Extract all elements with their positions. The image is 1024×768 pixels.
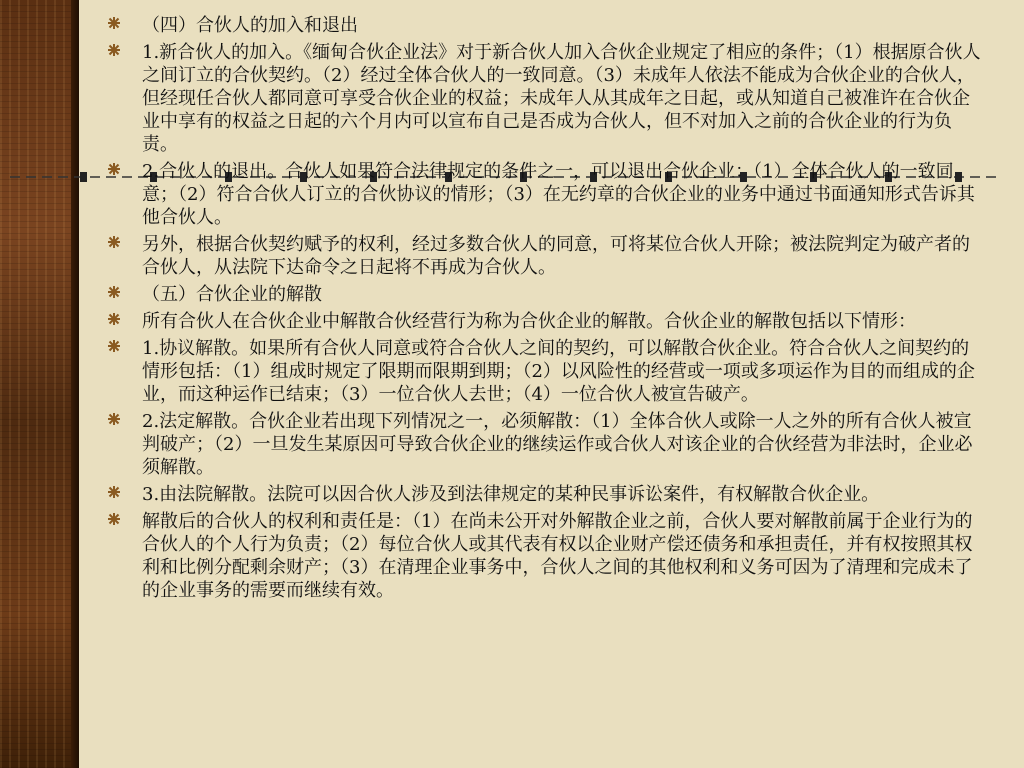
bullet-text: 3.由法院解散。法院可以因合伙人涉及到法律规定的某种民事诉讼案件，有权解散合伙企业。 [142,484,880,505]
bullet-item [96,410,986,479]
bullet-item [96,14,986,37]
star-bullet-icon [108,413,120,425]
bullet-item [96,41,986,156]
bullet-item [96,310,986,333]
bullet-text: （四）合伙人的加入和退出 [142,15,358,36]
star-bullet-icon [108,163,120,175]
bullet-item [96,233,986,279]
star-bullet-icon [108,340,120,352]
bullet-text: （五）合伙企业的解散 [142,284,322,305]
star-bullet-icon [108,44,120,56]
bullet-item [96,337,986,406]
bullet-text: 另外，根据合伙契约赋予的权利，经过多数合伙人的同意，可将某位合伙人开除；被法院判定为破产者的合伙人，从法院下达命令之日起将不再成为合伙人。 [142,234,970,278]
bullet-text: 解散后的合伙人的权利和责任是：（1）在尚未公开对外解散企业之前，合伙人要对解散前属于企业行为的合伙人的个人行为负责；（2）每位合伙人或其代表有权以企业财产偿还债务和承担责任，并有权按照其权利和比例分配剩余财产；（3）在清理企业事务中，合伙人之间的其他权利和义务可因为了清理和完成未了的企业事务的需要而继续有效。 [142,511,973,601]
star-bullet-icon [108,286,120,298]
star-bullet-icon [108,513,120,525]
bullet-text: 2.合伙人的退出。合伙人如果符合法律规定的条件之一，可以退出合伙企业：（1）全体合伙人的一致同意；（2）符合合伙人订立的合伙协议的情形；（3）在无约章的合伙企业的业务中通过书面通知形式告诉其他合伙人。 [142,161,975,228]
bullet-text: 1.协议解散。如果所有合伙人同意或符合合伙人之间的契约，可以解散合伙企业。符合合伙人之间契约的情形包括：（1）组成时规定了限期而限期到期；（2）以风险性的经营或一项或多项运作为目的而组成的企业，而这种运作已结束；（3）一位合伙人去世；（4）一位合伙人被宣告破产。 [142,338,975,405]
bullet-item [96,283,986,306]
star-bullet-icon [108,313,120,325]
bullet-item [96,510,986,602]
decorative-side-band [0,0,79,768]
bullet-item [96,160,986,229]
bullet-text: 1.新合伙人的加入。《缅甸合伙企业法》对于新合伙人加入合伙企业规定了相应的条件；（1）根据原合伙人之间订立的合伙契约。（2）经过全体合伙人的一致同意。（3）未成年人依法不能成为合伙企业的合伙人，但经现任合伙人都同意可享受合伙企业的权益；未成年人从其成年之日起，或从知道自己被准许在合伙企业中享有的权益之日起的六个月内可以宣布自己是否成为合伙人，但不对加入之前的合伙企业的行为负责。 [142,42,981,155]
star-bullet-icon [108,486,120,498]
bullet-text: 2.法定解散。合伙企业若出现下列情况之一，必须解散：（1）全体合伙人或除一人之外的所有合伙人被宣判破产；（2）一旦发生某原因可导致合伙企业的继续运作或合伙人对该企业的合伙经营为非法时，企业必须解散。 [142,411,973,478]
slide-content [96,14,986,606]
bullet-item [96,483,986,506]
star-bullet-icon [108,17,120,29]
star-bullet-icon [108,236,120,248]
bullet-text: 所有合伙人在合伙企业中解散合伙经营行为称为合伙企业的解散。合伙企业的解散包括以下情形： [142,311,916,332]
